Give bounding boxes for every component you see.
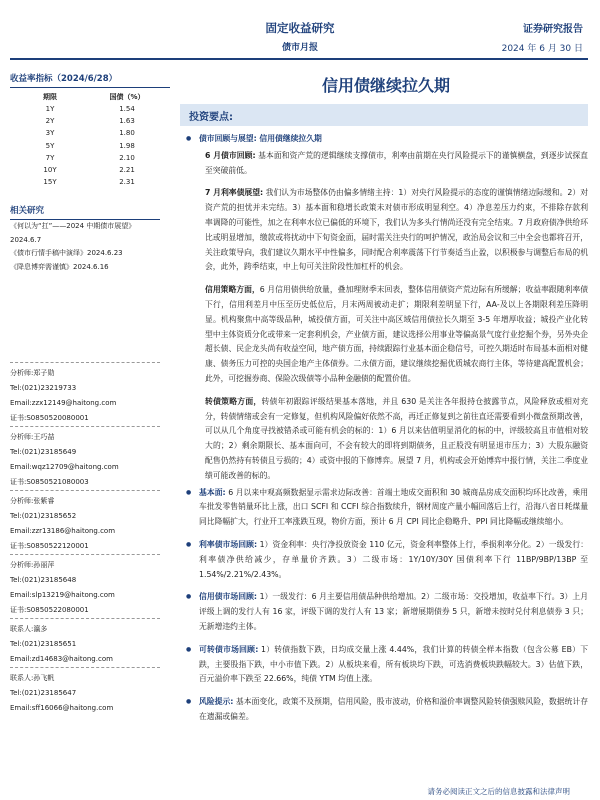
analyst-tel: Tel:(021)23219733 — [10, 384, 77, 392]
bullet-text: 1）转债指数下跌，日均成交量上涨 4.44%，我们计算的转债全样本指数（包含公募 EB）下跌，主要股指下跌，中小市值下跌。2）从板块来看，所有板块均下跌，可选消费板块跌幅较大。3）估值下跌，百元溢价率下跌至 22.66%，纯债 YTM 均值上涨。 — [199, 644, 589, 684]
bullet-convertible-review — [180, 643, 588, 687]
paragraph-june-review — [180, 149, 588, 179]
paragraph-convertible-strategy — [180, 395, 588, 484]
report-category: 固定收益研究 — [265, 21, 335, 35]
table-row — [10, 140, 164, 152]
paragraph-text: 基本面和资产荒的逻辑继续支撑债市，利率由前期在央行风险提示下的谨慎横盘，到逐步试探直至突破前低。 — [205, 150, 588, 175]
paragraph-text: 转债年初跟踪评级结果基本落地，并且 630 是关注各年报持仓披露节点，风险释放或相对充分，转债情绪或会有一定修复，但机构风险偏好依然不高，再迁正修复到之前往直还需要看到小微盘预期改善，可以从几个角度寻找被错杀或可能有机会的标的：1）6 月以来估值明显消化的标的中，评级较高且市值相对较大的；2）剩余期限长、基本面向可，不会有较大的即将到期债务，且正股没有明显退市压力；3）大股东融资配售仍然持有转债且亏损的；4）或资中报的下修博弈。展望 7 月，机构或会开始博弈中报行情，关注二季度业绩可能改善的标的。 — [205, 396, 588, 480]
term-cell: 10Y — [43, 166, 57, 175]
table-row — [10, 152, 164, 164]
term-cell: 1Y — [45, 105, 55, 114]
paragraph-text: 我们认为市场整体仍由偏多情绪主持：1）对央行风险提示的态度的谨慎情绪边际缓和。2）对资产荒的担忧并未完结。3）基本面和稳增长政策未对债市形成明显利空。4）净息差压力约束，不排除存款利率调降的可能性，加之在利率水位已偏低的环境下，我们认为多头行情尚还没有完全结束。7 月政府债净供给环比或明显增加，缴款或将扰动中下旬资金面，届时需关注央行的呵护情况，政治局会议和三中全会也都将召开，关注政策导向，我们建议久期水平中性偏多，同时配合利率震荡下行节奏适当止盈，以积极参与调整后布局的机会，此外，跨季结束，中上旬可关注阶段性加杠杆的机会。 — [205, 188, 588, 272]
analyst-name: 分析师:孙丽萍 — [10, 561, 55, 569]
rate-cell: 2.10 — [119, 153, 135, 162]
term-cell: 15Y — [43, 178, 57, 187]
contact-tel: Tel:(021)23185647 — [10, 689, 77, 697]
term-cell: 7Y — [45, 153, 55, 162]
contact-name: 联系人:孙飞帆 — [10, 674, 55, 682]
bullet-label: 可转债市场回顾: — [199, 644, 259, 654]
analyst-card — [10, 362, 160, 426]
paragraph-credit-strategy — [180, 283, 588, 387]
header-divider — [10, 58, 588, 60]
analyst-card — [10, 490, 160, 554]
paragraph-label: 6 月债市回顾: — [205, 150, 256, 160]
rate-cell: 1.63 — [119, 117, 135, 126]
analyst-cert: 证书:S0850522080001 — [10, 606, 89, 614]
analyst-name: 分析师:王巧喆 — [10, 433, 55, 441]
contact-card — [10, 667, 160, 716]
section-heading — [180, 132, 588, 147]
main-content — [180, 132, 588, 725]
analyst-name: 分析师:郑子勋 — [10, 369, 55, 377]
rate-cell: 1.98 — [119, 141, 135, 150]
analyst-email[interactable]: Email:zzx12149@haitong.com — [10, 399, 117, 407]
sidebar — [10, 72, 170, 274]
contact-tel: Tel:(021)23185651 — [10, 640, 77, 648]
bullet-text: 基本面变化，政策不及预期，信用风险，股市波动，价格和溢价率调整风险转债强赎风险，数据统计存在遗漏或偏差。 — [199, 697, 588, 721]
related-item[interactable]: 《降息博弈需谨慎》2024.6.16 — [10, 262, 109, 271]
bullet-risk-warning — [180, 695, 588, 725]
bullet-text: 1）资金利率：央行净投放资金 110 亿元，资金利率整体上行，季损利率分化。2）一级发行：利率债净供给减少，存单量价齐跌。3）二级市场：1Y/10Y/30Y 国债利率下行 11BP/9BP/13BP 至 1.54%/2.21%/2.43%。 — [199, 539, 588, 579]
contact-email[interactable]: Email:sff16066@haitong.com — [10, 704, 114, 712]
related-item-date: 2024.6.7 — [10, 235, 42, 244]
analyst-card — [10, 426, 160, 490]
analyst-tel: Tel:(021)23185648 — [10, 576, 77, 584]
bullet-text: 6 月以来中观高频数据显示需求边际改善：首端土地成交面积和 30 城商品房成交面积均环比改善，乘用车批发零售销量环比上涨，出口 SCFI 和 CCFI 综合指数续升，钢材周度产量小幅回落后上行，沿海八省日耗煤量同比降幅扩大，行业开工率涨跌互现，物价方面，预计 6 月 CPI 同比企稳略升、PPI 同比降幅或继续缩小。 — [199, 487, 589, 527]
related-item[interactable]: 《何以为“扛”——2024 中期债市展望》 — [10, 222, 136, 231]
table-row — [10, 115, 164, 127]
term-cell: 2Y — [45, 117, 55, 126]
key-points-label: 投资要点: — [189, 112, 233, 123]
analyst-cert: 证书:S0850522120001 — [10, 542, 89, 550]
analyst-cert: 证书:S0850521080003 — [10, 478, 89, 486]
term-cell: 3Y — [45, 129, 55, 138]
contact-email[interactable]: Email:zd14683@haitong.com — [10, 655, 113, 663]
related-item[interactable]: 《债市行情手稿中演绎》2024.6.23 — [10, 249, 123, 258]
table-row — [10, 164, 164, 176]
bullet-text: 1）一级发行：6 月主要信用债品种供给增加。2）二级市场：交投增加，收益率下行。3）上月评级上调的发行人有 16 家，评级下调的发行人有 13 家；新增展期债券 5 只，新增未按时兑付利息债券 3 只；无新增违约主体。 — [199, 592, 589, 631]
contact-card — [10, 618, 160, 667]
term-cell: 5Y — [45, 141, 55, 150]
bullet-label: 基本面: — [199, 487, 226, 497]
yield-table — [10, 91, 164, 188]
analyst-email[interactable]: Email:zzr13186@haitong.com — [10, 527, 116, 535]
report-date: 2024 年 6 月 30 日 — [501, 44, 583, 54]
contact-name: 联系人:瀛多 — [10, 625, 48, 633]
paragraph-label: 转债策略方面， — [205, 396, 262, 406]
report-subtitle: 债市月报 — [281, 43, 318, 53]
table-row — [10, 176, 164, 188]
yield-title: 收益率指标（2024/6/28） — [10, 72, 170, 88]
table-row — [10, 103, 164, 115]
paragraph-text: 6 月信用债供给放量，叠加理财季末回表，整体信用债资产荒边际有所缓解；收益率跟随利率债下行，信用利差月中压至历史低位后，月末两周被动走扩；期限利差明显下行，AA-及以上各期限利差压降明显。机构聚焦中高等级品种，城投债方面，可关注中高区域信用债拉长久期至 3-5 年增厚收益；城投产业化转型中主体资质分化或带来一定套利机会，产业债方面，建议选择公用事业等偏高景气度行业挖掘个券，另外央企超长债、民企龙头尚有收益空间，地产债方面，持续跟踪行业基本面企稳信号，可控久期适时布局基本面相对健康、债务压力可控的央国企地产主体债券。二永债方面，建议继续挖掘优质城农商行主体，等待建高配置机会；此外，可挖掘券商、保险次级债等小品种金融债的配置价值。 — [205, 285, 589, 383]
paragraph-label: 信用策略方面， — [205, 285, 260, 295]
page-title: 信用债继续拉久期 — [321, 76, 450, 95]
rate-cell: 1.80 — [119, 129, 135, 138]
key-points-banner — [180, 104, 588, 126]
bullet-label: 风险提示: — [199, 697, 234, 707]
analyst-cert: 证书:S0850520080001 — [10, 414, 89, 422]
table-row — [10, 127, 164, 139]
bullet-rates-review — [180, 538, 588, 582]
analyst-name: 分析师:张紫睿 — [10, 497, 55, 505]
rate-cell: 2.21 — [119, 166, 135, 175]
report-type: 证券研究报告 — [523, 24, 583, 35]
bullet-credit-review — [180, 590, 588, 634]
analyst-tel: Tel:(021)23185652 — [10, 512, 77, 520]
col-term: 期限 — [43, 93, 57, 101]
bullet-label: 信用债市场回顾: — [199, 592, 258, 602]
section-heading-text: 债市回顾与展望: 信用债继续拉久期 — [199, 134, 322, 143]
bullet-fundamentals — [180, 486, 588, 530]
analyst-tel: Tel:(021)23185649 — [10, 448, 77, 456]
paragraph-july-outlook — [180, 186, 588, 275]
paragraph-label: 7 月利率债展望: — [205, 188, 264, 198]
analyst-list — [10, 362, 160, 716]
analyst-email[interactable]: Email:wqz12709@haitong.com — [10, 463, 119, 471]
analyst-email[interactable]: Email:slp13219@haitong.com — [10, 591, 115, 599]
col-rate: 国债（%） — [109, 93, 145, 101]
yield-table-header — [10, 91, 164, 103]
analyst-card — [10, 554, 160, 618]
rate-cell: 2.31 — [119, 178, 135, 187]
footer-disclaimer: 请务必阅读正文之后的信息披露和法律声明 — [427, 787, 570, 796]
rate-cell: 1.54 — [119, 105, 135, 114]
related-research-title: 相关研究 — [10, 204, 160, 220]
bullet-label: 利率债市场回顾: — [199, 539, 258, 549]
